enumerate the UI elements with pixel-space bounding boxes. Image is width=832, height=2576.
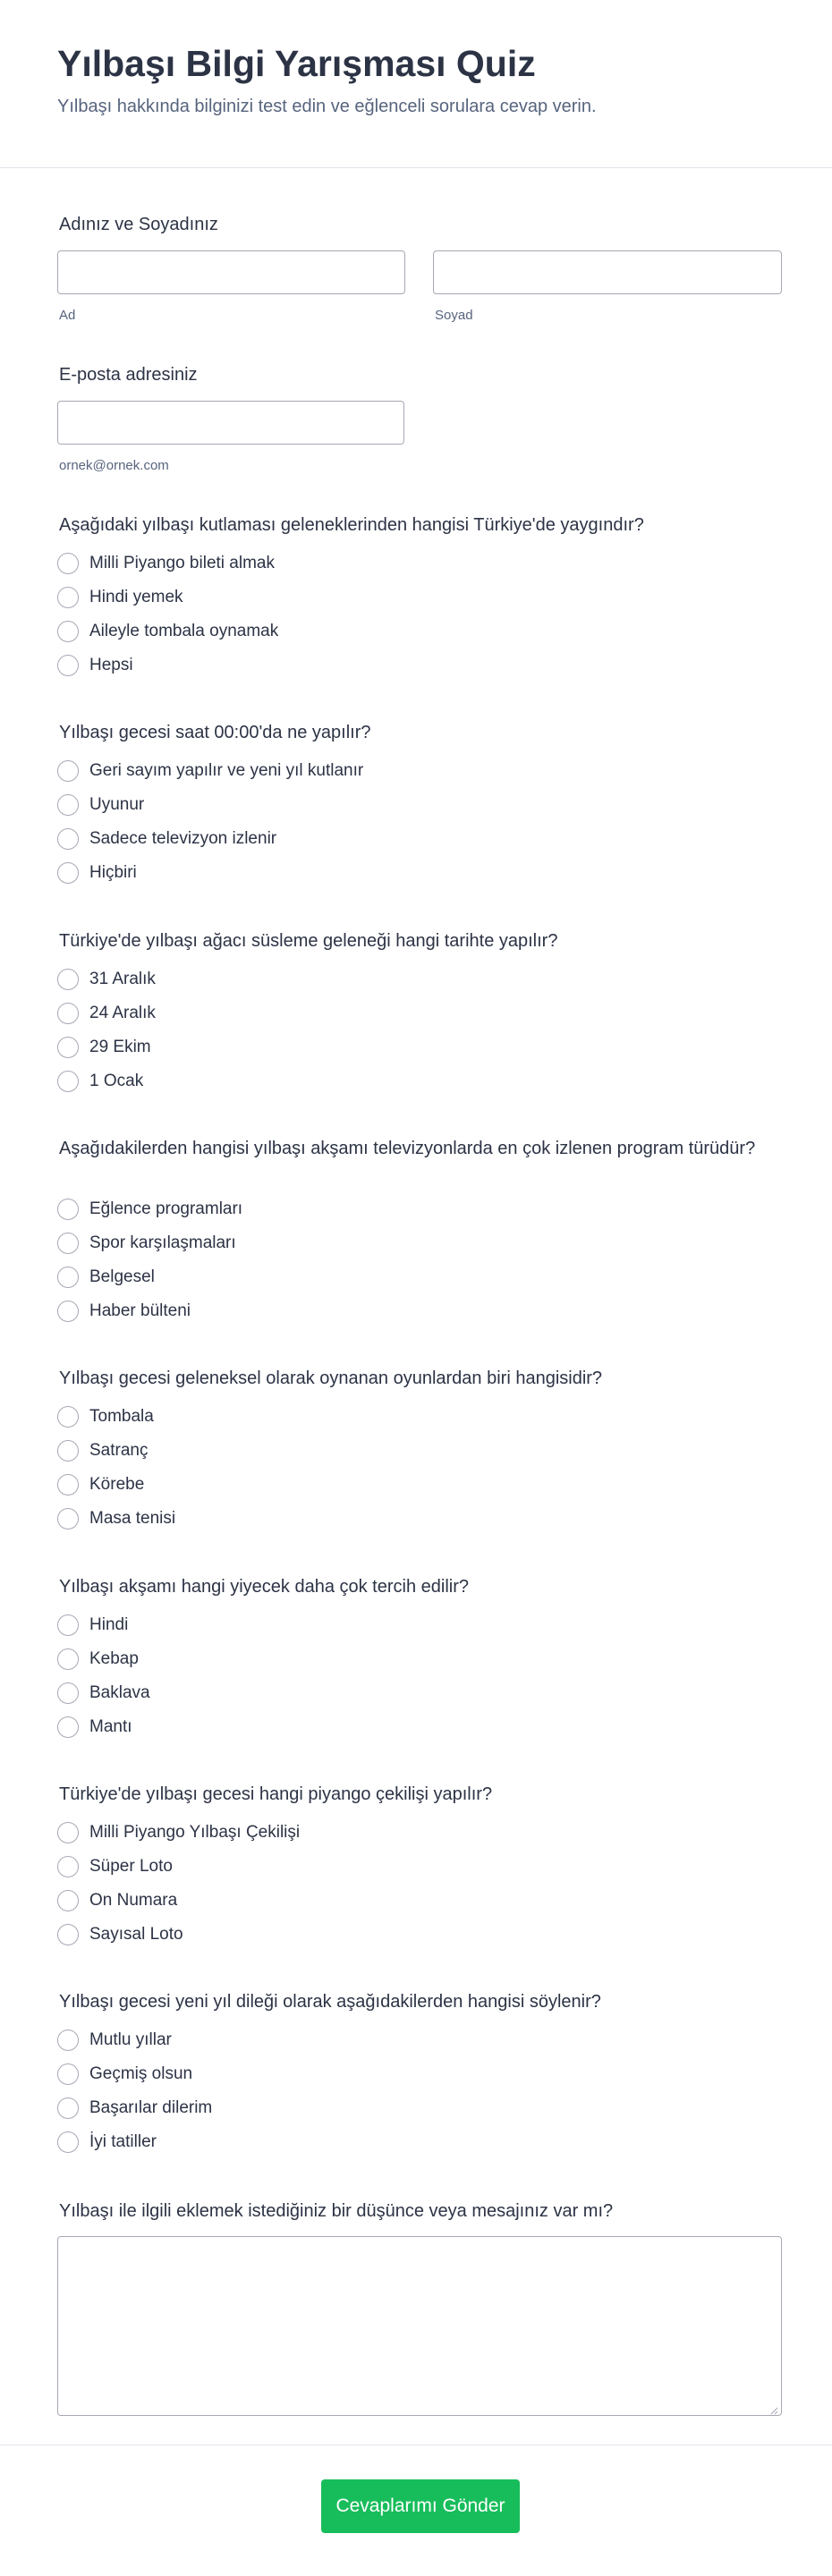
radio-button[interactable] (57, 794, 79, 816)
option-label: Spor karşılaşmaları (89, 1233, 236, 1252)
option-label: Baklava (89, 1683, 150, 1702)
option-label: 31 Aralık (89, 970, 156, 988)
question-3-option-4[interactable] (57, 1064, 156, 1098)
option-label: Kebap (89, 1649, 139, 1668)
option-label: Sayısal Loto (89, 1925, 183, 1944)
message-textarea[interactable] (57, 2236, 782, 2416)
question-3-option-2[interactable] (57, 996, 156, 1030)
question-2-option-3[interactable] (57, 822, 363, 856)
option-label: Hiçbiri (89, 863, 137, 882)
question-1-option-3[interactable] (57, 614, 278, 648)
question-3-text: Türkiye'de yılbaşı ağacı süsleme geleneği hangi tarihte yapılır? (59, 931, 558, 951)
question-4-option-1[interactable] (57, 1192, 242, 1226)
radio-button[interactable] (57, 2097, 79, 2119)
first-name-sublabel: Ad (59, 308, 76, 323)
radio-button[interactable] (57, 1233, 79, 1254)
full-name-label: Adınız ve Soyadınız (59, 215, 218, 234)
radio-button[interactable] (57, 1822, 79, 1843)
radio-button[interactable] (57, 621, 79, 642)
question-8-options (57, 2023, 212, 2159)
radio-button[interactable] (57, 1003, 79, 1024)
question-1-options (57, 547, 278, 682)
question-7-option-4[interactable] (57, 1918, 300, 1952)
form-header (0, 0, 832, 168)
question-4-text: Aşağıdakilerden hangisi yılbaşı akşamı televizyonlarda en çok izlenen program türüdür? (59, 1139, 756, 1158)
option-label: Başarılar dilerim (89, 2098, 213, 2117)
question-3-options (57, 962, 156, 1098)
radio-button[interactable] (57, 1440, 79, 1462)
question-8-option-2[interactable] (57, 2057, 212, 2091)
question-1-option-1[interactable] (57, 547, 278, 580)
question-1-option-2[interactable] (57, 580, 278, 614)
option-label: Milli Piyango Yılbaşı Çekilişi (89, 1823, 301, 1842)
submit-button[interactable]: Cevaplarımı Gönder (321, 2479, 520, 2533)
question-8-option-4[interactable] (57, 2125, 212, 2159)
question-2-options (57, 754, 363, 890)
question-1-option-4[interactable] (57, 648, 278, 682)
question-6-options (57, 1608, 150, 1744)
form-subtitle: Yılbaşı hakkında bilginizi test edin ve eğlenceli sorulara cevap verin. (57, 97, 597, 116)
option-label: Eğlence programları (89, 1199, 243, 1218)
option-label: Uyunur (89, 795, 145, 814)
email-input[interactable] (57, 401, 404, 445)
radio-button[interactable] (57, 1856, 79, 1877)
radio-button[interactable] (57, 1474, 79, 1496)
option-label: Hindi (89, 1615, 129, 1634)
question-6-option-4[interactable] (57, 1710, 150, 1744)
message-label: Yılbaşı ile ilgili eklemek istediğiniz bir düşünce veya mesajınız var mı? (59, 2201, 614, 2221)
question-7-option-1[interactable] (57, 1816, 300, 1850)
radio-button[interactable] (57, 1648, 79, 1670)
option-label: Süper Loto (89, 1857, 173, 1876)
question-2-option-4[interactable] (57, 856, 363, 890)
question-7-option-3[interactable] (57, 1884, 300, 1918)
email-label: E-posta adresiniz (59, 365, 198, 385)
question-7-options (57, 1816, 300, 1952)
question-5-option-4[interactable] (57, 1502, 175, 1536)
radio-button[interactable] (57, 1682, 79, 1704)
option-label: 1 Ocak (89, 1072, 144, 1090)
option-label: 24 Aralık (89, 1004, 156, 1022)
question-5-option-3[interactable] (57, 1468, 175, 1502)
last-name-sublabel: Soyad (435, 308, 473, 323)
option-label: Milli Piyango bileti almak (89, 554, 275, 572)
question-5-text: Yılbaşı gecesi geleneksel olarak oynanan oyunlardan biri hangisidir? (59, 1368, 603, 1388)
question-8-option-1[interactable] (57, 2023, 212, 2057)
question-1-text: Aşağıdaki yılbaşı kutlaması geleneklerinden hangisi Türkiye'de yaygındır? (59, 515, 644, 535)
option-label: Sadece televizyon izlenir (89, 829, 277, 848)
option-label: Hindi yemek (89, 588, 183, 606)
question-7-text: Türkiye'de yılbaşı gecesi hangi piyango çekilişi yapılır? (59, 1784, 493, 1804)
option-label: İyi tatiller (89, 2132, 157, 2151)
radio-button[interactable] (57, 2063, 79, 2085)
question-2-option-1[interactable] (57, 754, 363, 788)
radio-button[interactable] (57, 1267, 79, 1288)
radio-button[interactable] (57, 1406, 79, 1428)
question-6-option-3[interactable] (57, 1676, 150, 1710)
question-5-option-1[interactable] (57, 1400, 175, 1434)
radio-button[interactable] (57, 1716, 79, 1738)
resize-handle-icon[interactable] (769, 2403, 778, 2412)
question-2-option-2[interactable] (57, 788, 363, 822)
option-label: Aileyle tombala oynamak (89, 622, 279, 640)
question-4-option-3[interactable] (57, 1260, 242, 1294)
question-8-option-3[interactable] (57, 2091, 212, 2125)
question-3-option-1[interactable] (57, 962, 156, 996)
radio-button[interactable] (57, 2131, 79, 2153)
question-4-option-4[interactable] (57, 1294, 242, 1328)
radio-button[interactable] (57, 1301, 79, 1322)
option-label: Tombala (89, 1407, 154, 1426)
first-name-input[interactable] (57, 250, 405, 294)
radio-button[interactable] (57, 1071, 79, 1092)
radio-button[interactable] (57, 2029, 79, 2051)
radio-button[interactable] (57, 1199, 79, 1220)
question-2-text: Yılbaşı gecesi saat 00:00'da ne yapılır? (59, 723, 371, 742)
form-title: Yılbaşı Bilgi Yarışması Quiz (57, 43, 536, 84)
radio-button[interactable] (57, 862, 79, 884)
question-8-text: Yılbaşı gecesi yeni yıl dileği olarak aşağıdakilerden hangisi söylenir? (59, 1992, 601, 2012)
option-label: Körebe (89, 1475, 145, 1494)
option-label: Hepsi (89, 656, 133, 674)
question-6-text: Yılbaşı akşamı hangi yiyecek daha çok tercih edilir? (59, 1577, 470, 1597)
option-label: Geri sayım yapılır ve yeni yıl kutlanır (89, 761, 364, 780)
email-sublabel: ornek@ornek.com (59, 458, 169, 473)
radio-button[interactable] (57, 553, 79, 574)
option-label: Satranç (89, 1441, 149, 1460)
option-label: Masa tenisi (89, 1509, 176, 1528)
question-6-option-1[interactable] (57, 1608, 150, 1642)
radio-button[interactable] (57, 969, 79, 990)
radio-button[interactable] (57, 1037, 79, 1058)
question-7-option-2[interactable] (57, 1850, 300, 1884)
radio-button[interactable] (57, 760, 79, 782)
radio-button[interactable] (57, 1890, 79, 1911)
option-label: On Numara (89, 1891, 178, 1910)
question-6-option-2[interactable] (57, 1642, 150, 1676)
question-4-options (57, 1192, 242, 1328)
radio-button[interactable] (57, 587, 79, 608)
option-label: 29 Ekim (89, 1038, 151, 1056)
question-4-option-2[interactable] (57, 1226, 242, 1260)
option-label: Belgesel (89, 1267, 155, 1286)
question-3-option-3[interactable] (57, 1030, 156, 1064)
radio-button[interactable] (57, 1508, 79, 1530)
option-label: Mantı (89, 1717, 132, 1736)
question-5-option-2[interactable] (57, 1434, 175, 1468)
last-name-input[interactable] (433, 250, 782, 294)
question-5-options (57, 1400, 175, 1536)
radio-button[interactable] (57, 828, 79, 850)
option-label: Geçmiş olsun (89, 2064, 193, 2083)
radio-button[interactable] (57, 655, 79, 676)
radio-button[interactable] (57, 1924, 79, 1945)
option-label: Haber bülteni (89, 1301, 191, 1320)
radio-button[interactable] (57, 1614, 79, 1636)
option-label: Mutlu yıllar (89, 2030, 172, 2049)
